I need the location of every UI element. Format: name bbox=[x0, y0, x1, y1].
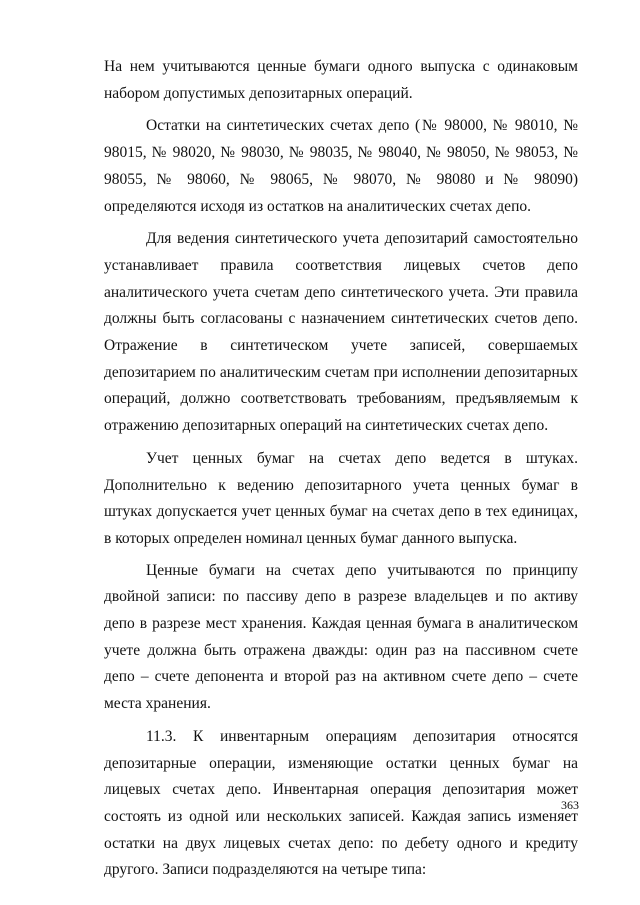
paragraph-1: На нем учитываются ценные бумаги одного выпуска с одинаковым набором допустимых депозитарных операций. bbox=[104, 58, 578, 102]
paragraph-5: Ценные бумаги на счетах депо учитываются по принципу двойной записи: по пассиву депо в разрезе владельцев и по активу депо в разрезе мест хранения. Каждая ценная бумага в аналитическом учете должна быть отражена дважды: один раз на пассивном счете депо – счете депонента и второй раз на активном счете депо – счете места хранения. bbox=[104, 561, 578, 713]
page-body bbox=[104, 54, 578, 884]
paragraph-2: Остатки на синтетических счетах депо (№ 98000, № 98010, № 98015, № 98020, № 98030, № 98035, № 98040, № 98050, № 98053, № 98055, № 98060, № 98065, № 98070, № 98080 и № 98090) определяются исходя из остатков на аналитических счетах депо. bbox=[104, 117, 578, 215]
page-number: 363 bbox=[561, 798, 579, 812]
paragraph-3: Для ведения синтетического учета депозитарий самостоятельно устанавливает правила соответствия лицевых счетов депо аналитического учета счетам депо синтетического учета. Эти правила должны быть согласованы с назначением синтетических счетов депо. Отражение в синтетическом учете записей, совершаемых депозитарием по аналитическим счетам при исполнении депозитарных операций, должно соответствовать требованиям, предъявляемым к отражению депозитарных операций на синтетических счетах депо. bbox=[104, 230, 578, 435]
paragraph-4: Учет ценных бумаг на счетах депо ведется в штуках. Дополнительно к ведению депозитарного учета ценных бумаг в штуках допускается учет ценных бумаг на счетах депо в тех единицах, в которых определен номинал ценных бумаг данного выпуска. bbox=[104, 449, 578, 547]
paragraph-6: 11.3. К инвентарным операциям депозитария относятся депозитарные операции, изменяющие остатки ценных бумаг на лицевых счетах депо. Инвентарная операция депозитария может состоять из одной или нескольких записей. Каждая запись изменяет остатки на двух лицевых счетах депо: по дебету одного и кредиту другого. Записи подразделяются на четыре типа: bbox=[104, 727, 578, 879]
